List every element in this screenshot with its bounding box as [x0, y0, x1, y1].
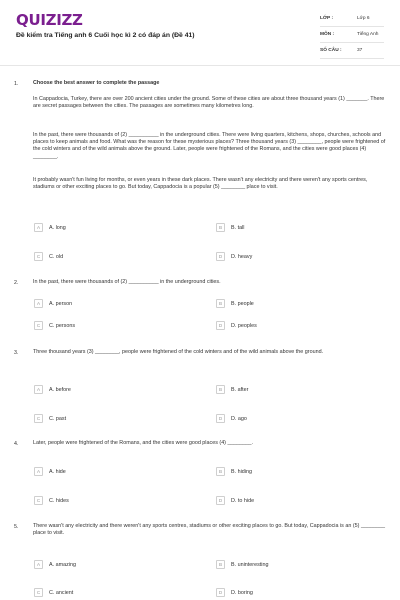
- option-letter-box: A: [34, 299, 43, 308]
- option-label: B. tall: [231, 224, 245, 231]
- option-label: D. ago: [231, 415, 247, 422]
- meta-divider: [320, 42, 384, 43]
- option-label: B. uninteresting: [231, 561, 269, 568]
- option-letter-box: B: [216, 560, 225, 569]
- question-text: Three thousand years (3) ________, people were frightened of the cold winters and of the wild animals above the ground.: [33, 349, 324, 355]
- option-letter-box: B: [216, 385, 225, 394]
- option-letter-box: D: [216, 252, 225, 261]
- option-label: C. persons: [49, 322, 76, 329]
- option-label: D. boring: [231, 589, 253, 596]
- question-number: 4.: [14, 441, 19, 447]
- option-label: B. people: [231, 300, 254, 307]
- option-letter-box: B: [216, 223, 225, 232]
- page-title: Đề kiểm tra Tiếng anh 6 Cuối học kì 2 có đáp án (Đề 41): [16, 32, 195, 39]
- option-label: A. amazing: [49, 561, 76, 568]
- option-letter-box: D: [216, 414, 225, 423]
- meta-divider: [320, 58, 384, 59]
- option-letter-box: C: [34, 496, 43, 505]
- passage-paragraph: In the past, there were thousands of (2) __________ in the underground cities. There were living quarters, kitchens, shops, churches, schools and places to keep animals and food. What was the reason for these mysterious places? Three thousand years (3) ________, people were frightened of the cold winters and of the wild animals above the ground. Later, people were frightened of the Romans, and the cities were good places (4) ________.: [33, 132, 386, 160]
- option-label: A. before: [49, 386, 71, 393]
- question-title: Choose the best answer to complete the passage: [33, 80, 160, 86]
- meta-key: LỚP :: [320, 16, 334, 21]
- option-letter-box: B: [216, 299, 225, 308]
- option-label: A. person: [49, 300, 73, 307]
- question-number: 3.: [14, 350, 19, 356]
- passage-paragraph: It probably wasn't fun living for months, or even years in these dark places. There wasn't any electricity and there weren't any sports centres, stadiums or other exciting places to go. But today, Cappadocia is a popular (5) ________ place to visit.: [33, 177, 368, 191]
- option-label: D. to hide: [231, 497, 255, 504]
- question-text: Later, people were frightened of the Romans, and the cities were good places (4) ________.: [33, 440, 253, 446]
- passage-paragraph: In Cappadocia, Turkey, there are over 200 ancient cities under the ground. Some of these cities are about three thousand years (1) _______. There are secret passages between the cities. The passages are sometimes many kilometres long.: [33, 96, 385, 110]
- meta-key: SỐ CÂU :: [320, 48, 342, 53]
- option-letter-box: D: [216, 321, 225, 330]
- meta-value: 37: [357, 48, 363, 53]
- meta-key: MÔN :: [320, 32, 335, 37]
- option-letter-box: A: [34, 385, 43, 394]
- option-label: D. peoples: [231, 322, 257, 329]
- option-letter-box: C: [34, 252, 43, 261]
- option-letter-box: B: [216, 467, 225, 476]
- quizizz-logo: QUIZIZZ: [16, 11, 83, 29]
- worksheet-header: [0, 0, 400, 66]
- option-letter-box: D: [216, 588, 225, 597]
- option-label: C. old: [49, 253, 64, 260]
- meta-value: Tiếng Anh: [357, 32, 379, 37]
- option-label: D. heavy: [231, 253, 253, 260]
- option-letter-box: C: [34, 414, 43, 423]
- question-text: There wasn't any electricity and there weren't any sports centres, stadiums or other exciting places to go. But today, Cappadocia is an (5) ________ place to visit.: [33, 523, 385, 537]
- question-number: 5.: [14, 524, 19, 530]
- option-label: B. after: [231, 386, 249, 393]
- question-text: In the past, there were thousands of (2) __________ in the underground cities.: [33, 279, 221, 285]
- option-label: A. hide: [49, 468, 66, 475]
- option-label: B. hiding: [231, 468, 252, 475]
- meta-divider: [320, 26, 384, 27]
- option-letter-box: A: [34, 560, 43, 569]
- question-number: 2.: [14, 280, 19, 286]
- option-letter-box: D: [216, 496, 225, 505]
- question-number: 1.: [14, 81, 19, 87]
- option-letter-box: C: [34, 588, 43, 597]
- option-label: A. long: [49, 224, 66, 231]
- option-letter-box: C: [34, 321, 43, 330]
- option-letter-box: A: [34, 467, 43, 476]
- option-label: C. hides: [49, 497, 69, 504]
- option-label: C. ancient: [49, 589, 74, 596]
- option-label: C. past: [49, 415, 67, 422]
- meta-value: Lớp 6: [357, 16, 370, 21]
- option-letter-box: A: [34, 223, 43, 232]
